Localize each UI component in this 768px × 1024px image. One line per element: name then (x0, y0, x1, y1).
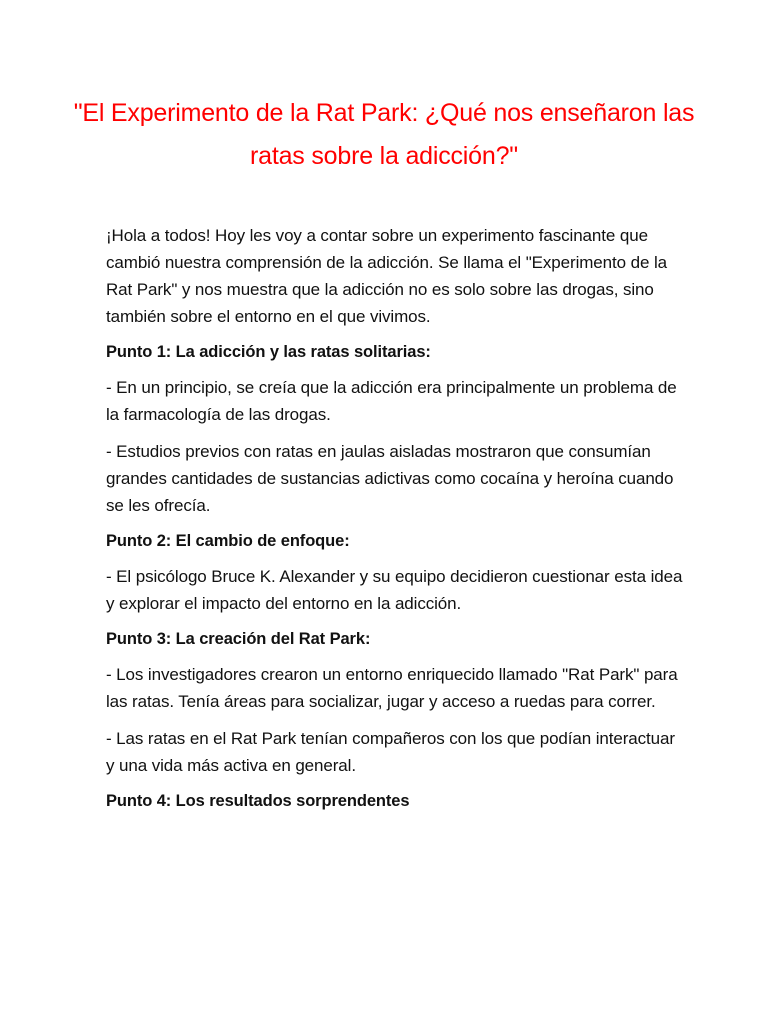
point-2-heading: Punto 2: El cambio de enfoque: (106, 532, 350, 550)
point-1-paragraph-2: - Estudios previos con ratas en jaulas aisladas mostraron que consumían grandes cantidades de sustancias adictivas como cocaína y heroína cuando se les ofrecía. (106, 442, 674, 515)
point-3-paragraph-1: - Los investigadores crearon un entorno enriquecido llamado "Rat Park" para las ratas. Tenía áreas para socializar, jugar y acceso a ruedas para correr. (106, 665, 678, 711)
point-3-paragraph-2: - Las ratas en el Rat Park tenían compañeros con los que podían interactuar y una vida más activa en general. (106, 729, 675, 775)
document-body (106, 222, 686, 823)
intro-paragraph: ¡Hola a todos! Hoy les voy a contar sobre un experimento fascinante que cambió nuestra comprensión de la adicción. Se llama el "Experimento de la Rat Park" y nos muestra que la adicción no es solo sobre las drogas, sino también sobre el entorno en el que vivimos. (106, 226, 667, 326)
point-1-paragraph-1: - En un principio, se creía que la adicción era principalmente un problema de la farmacología de las drogas. (106, 378, 677, 424)
document-title: "El Experimento de la Rat Park: ¿Qué nos enseñaron las ratas sobre la adicción?" (73, 99, 695, 170)
point-4-heading: Punto 4: Los resultados sorprendentes (106, 792, 410, 810)
point-2-paragraph-1: - El psicólogo Bruce K. Alexander y su equipo decidieron cuestionar esta idea y explorar el impacto del entorno en la adicción. (106, 567, 683, 613)
point-3-heading: Punto 3: La creación del Rat Park: (106, 630, 371, 648)
point-1-heading: Punto 1: La adicción y las ratas solitarias: (106, 343, 431, 361)
